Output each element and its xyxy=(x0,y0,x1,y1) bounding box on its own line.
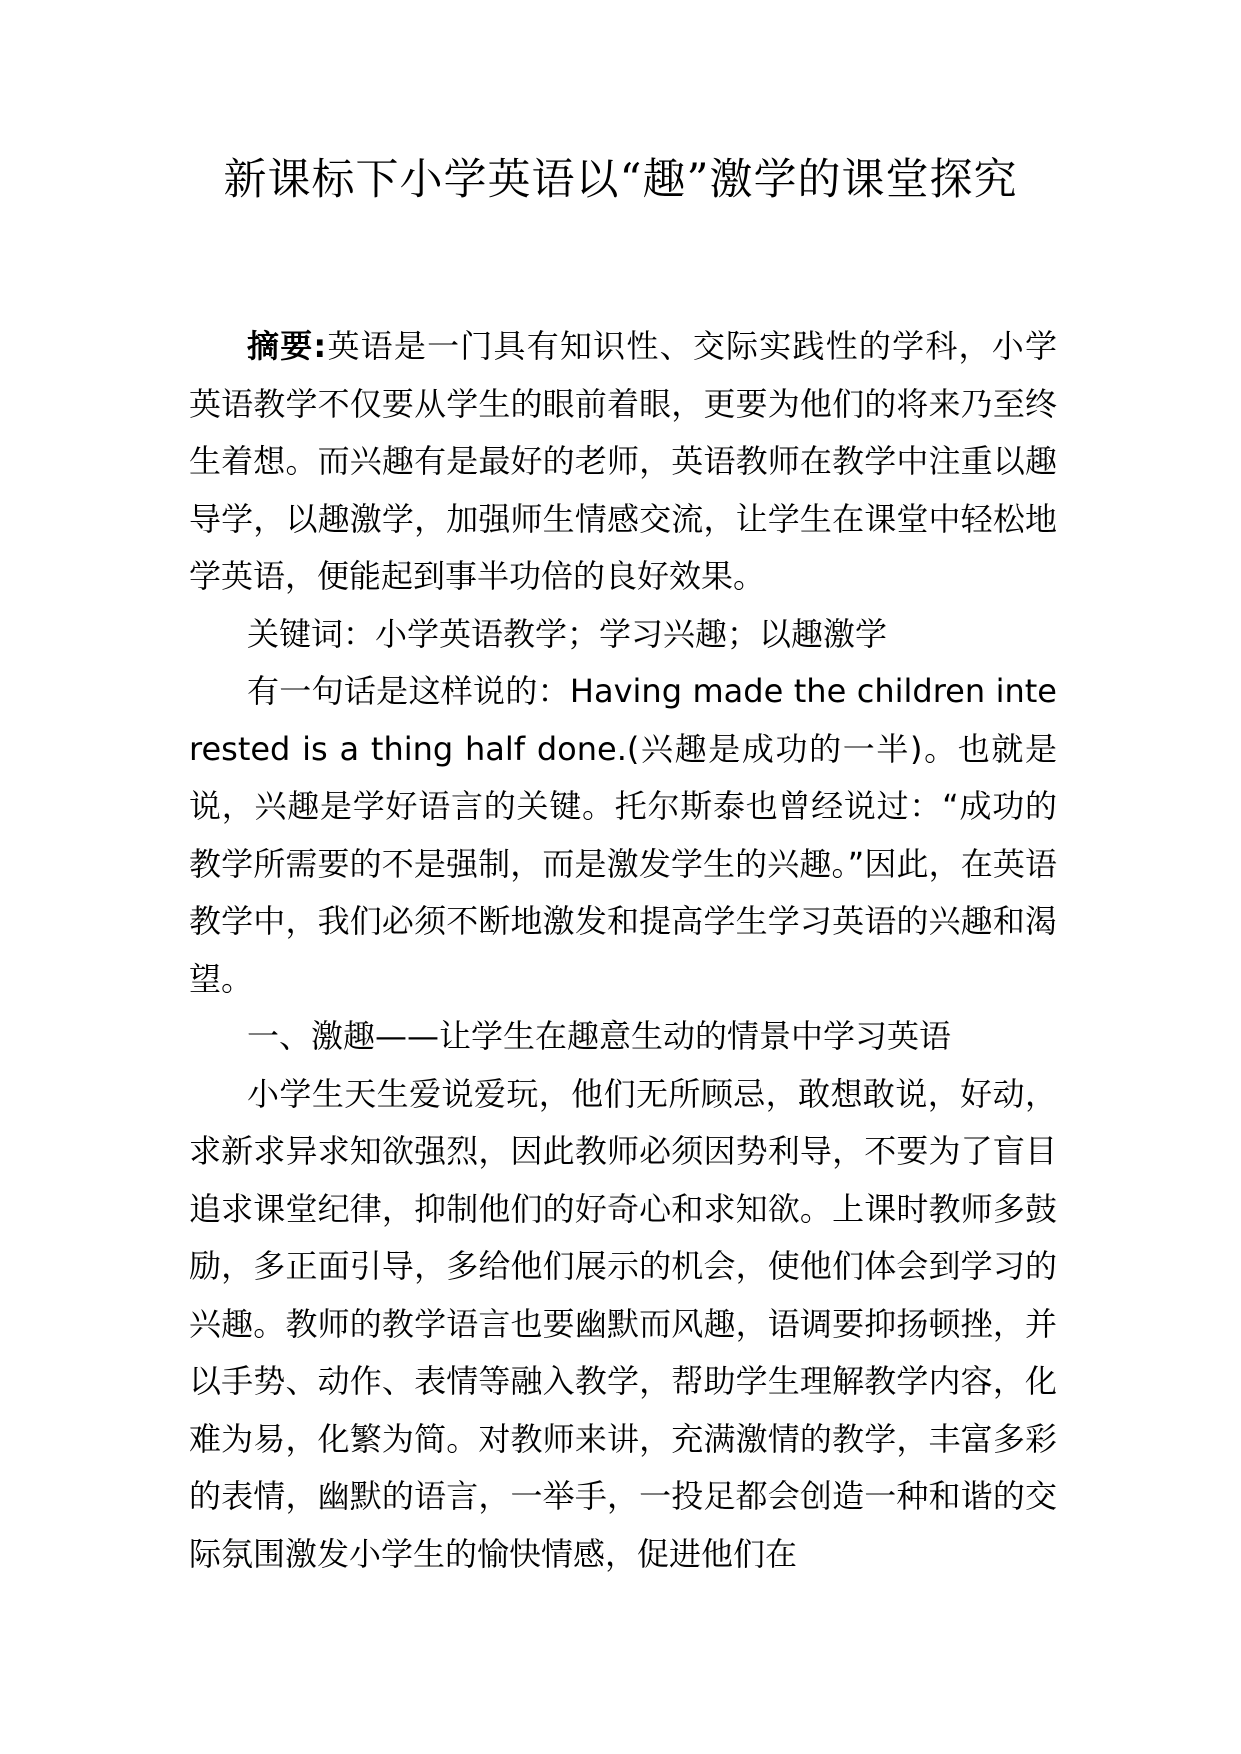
keywords-paragraph: 关键词：小学英语教学；学习兴趣；以趣激学 xyxy=(247,614,888,653)
section1-paragraph: 小学生天生爱说爱玩，他们无所顾忌，敢想敢说，好动，求新求异求知欲强烈，因此教师必须因势利导，不要为了盲目追求课堂纪律，抑制他们的好奇心和求知欲。上课时教师多鼓励，多正面引导，多给他们展示的机会，使他们体会到学习的兴趣。教师的教学语言也要幽默而风趣，语调要抑扬顿挫，并以手势、动作、表情等融入教学，帮助学生理解教学内容，化难为易，化繁为简。对教师来讲，充满激情的教学，丰富多彩的表情，幽默的语言，一举手，一投足都会创造一种和谐的交际氛围激发小学生的愉快情感，促进他们在 xyxy=(189,1074,1057,1573)
abstract-paragraph xyxy=(189,318,1057,606)
abstract-label: 摘要: xyxy=(247,327,327,365)
document-body xyxy=(189,318,1057,1583)
intro-paragraph: 有一句话是这样说的：Having made the children interested is a thing half done.(兴趣是成功的一半)。也就是说，兴趣是学好语言的关键。托尔斯泰也曾经说过：“成功的教学所需要的不是强制，而是激发学生的兴趣。”因此，在英语教学中，我们必须不断地激发和提高学生学习英语的兴趣和渴望。 xyxy=(189,672,1057,998)
section1-heading: 一、激趣——让学生在趣意生动的情景中学习英语 xyxy=(247,1017,952,1055)
document-title: 新课标下小学英语以“趣”激学的课堂探究 xyxy=(223,155,1018,205)
abstract-text: 英语是一门具有知识性、交际实践性的学科，小学英语教学不仅要从学生的眼前着眼，更要为他们的将来乃至终生着想。而兴趣有是最好的老师，英语教师在教学中注重以趣导学，以趣激学，加强师生情感交流，让学生在课堂中轻松地学英语，便能起到事半功倍的良好效果。 xyxy=(189,327,1057,595)
